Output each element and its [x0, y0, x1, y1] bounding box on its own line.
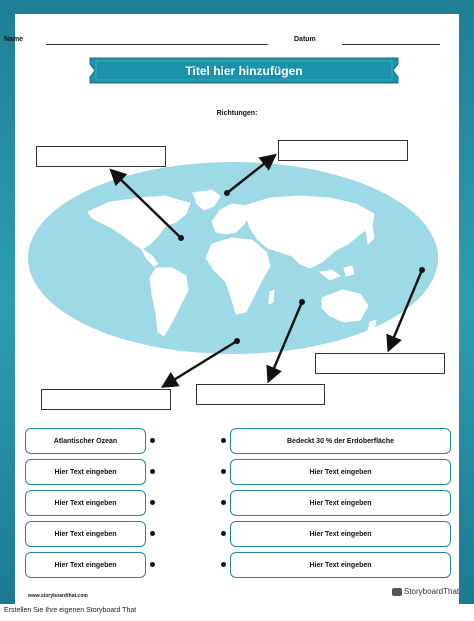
match-right-4[interactable]: Hier Text eingeben	[230, 521, 451, 547]
match-dot-left-4[interactable]	[150, 531, 155, 536]
match-left-5[interactable]: Hier Text eingeben	[25, 552, 146, 578]
map-label-box-3[interactable]	[315, 353, 445, 374]
map-label-box-2[interactable]	[278, 140, 408, 161]
islands-shape	[344, 266, 354, 276]
match-dot-left-1[interactable]	[150, 438, 155, 443]
map-label-box-5[interactable]	[196, 384, 325, 405]
name-label: Name	[4, 36, 24, 43]
match-dot-right-5[interactable]	[221, 562, 226, 567]
logo-text: StoryboardThat	[404, 587, 460, 596]
match-dot-right-2[interactable]	[221, 469, 226, 474]
match-dot-right-3[interactable]	[221, 500, 226, 505]
match-right-5[interactable]: Hier Text eingeben	[230, 552, 451, 578]
madagascar-shape	[269, 290, 274, 304]
page-title: Titel hier hinzufügen	[185, 63, 303, 78]
storyboardthat-logo[interactable]	[392, 587, 459, 596]
arrow-dot	[178, 235, 184, 241]
footer-cta[interactable]: Erstellen Sie Ihre eigenen Storyboard That	[4, 607, 137, 614]
match-left-4[interactable]: Hier Text eingeben	[25, 521, 146, 547]
match-dot-right-4[interactable]	[221, 531, 226, 536]
match-dot-right-1[interactable]	[221, 438, 226, 443]
arrow-dot	[299, 299, 305, 305]
arrow-dot	[234, 338, 240, 344]
match-left-2[interactable]: Hier Text eingeben	[25, 459, 146, 485]
match-left-3[interactable]: Hier Text eingeben	[25, 490, 146, 516]
map-label-box-1[interactable]	[36, 146, 166, 167]
arrow-dot	[419, 267, 425, 273]
footer-url[interactable]: www.storyboardthat.com	[28, 593, 88, 599]
map-label-box-4[interactable]	[41, 389, 171, 410]
storyboard-icon	[392, 588, 402, 596]
match-right-3[interactable]: Hier Text eingeben	[230, 490, 451, 516]
match-right-1[interactable]: Bedeckt 30 % der Erdoberfläche	[230, 428, 451, 454]
match-dot-left-5[interactable]	[150, 562, 155, 567]
arrow-dot	[224, 190, 230, 196]
directions-label: Richtungen:	[216, 110, 258, 117]
match-right-2[interactable]: Hier Text eingeben	[230, 459, 451, 485]
match-left-1[interactable]: Atlantischer Ozean	[25, 428, 146, 454]
date-label: Datum	[294, 36, 316, 43]
match-dot-left-2[interactable]	[150, 469, 155, 474]
match-dot-left-3[interactable]	[150, 500, 155, 505]
